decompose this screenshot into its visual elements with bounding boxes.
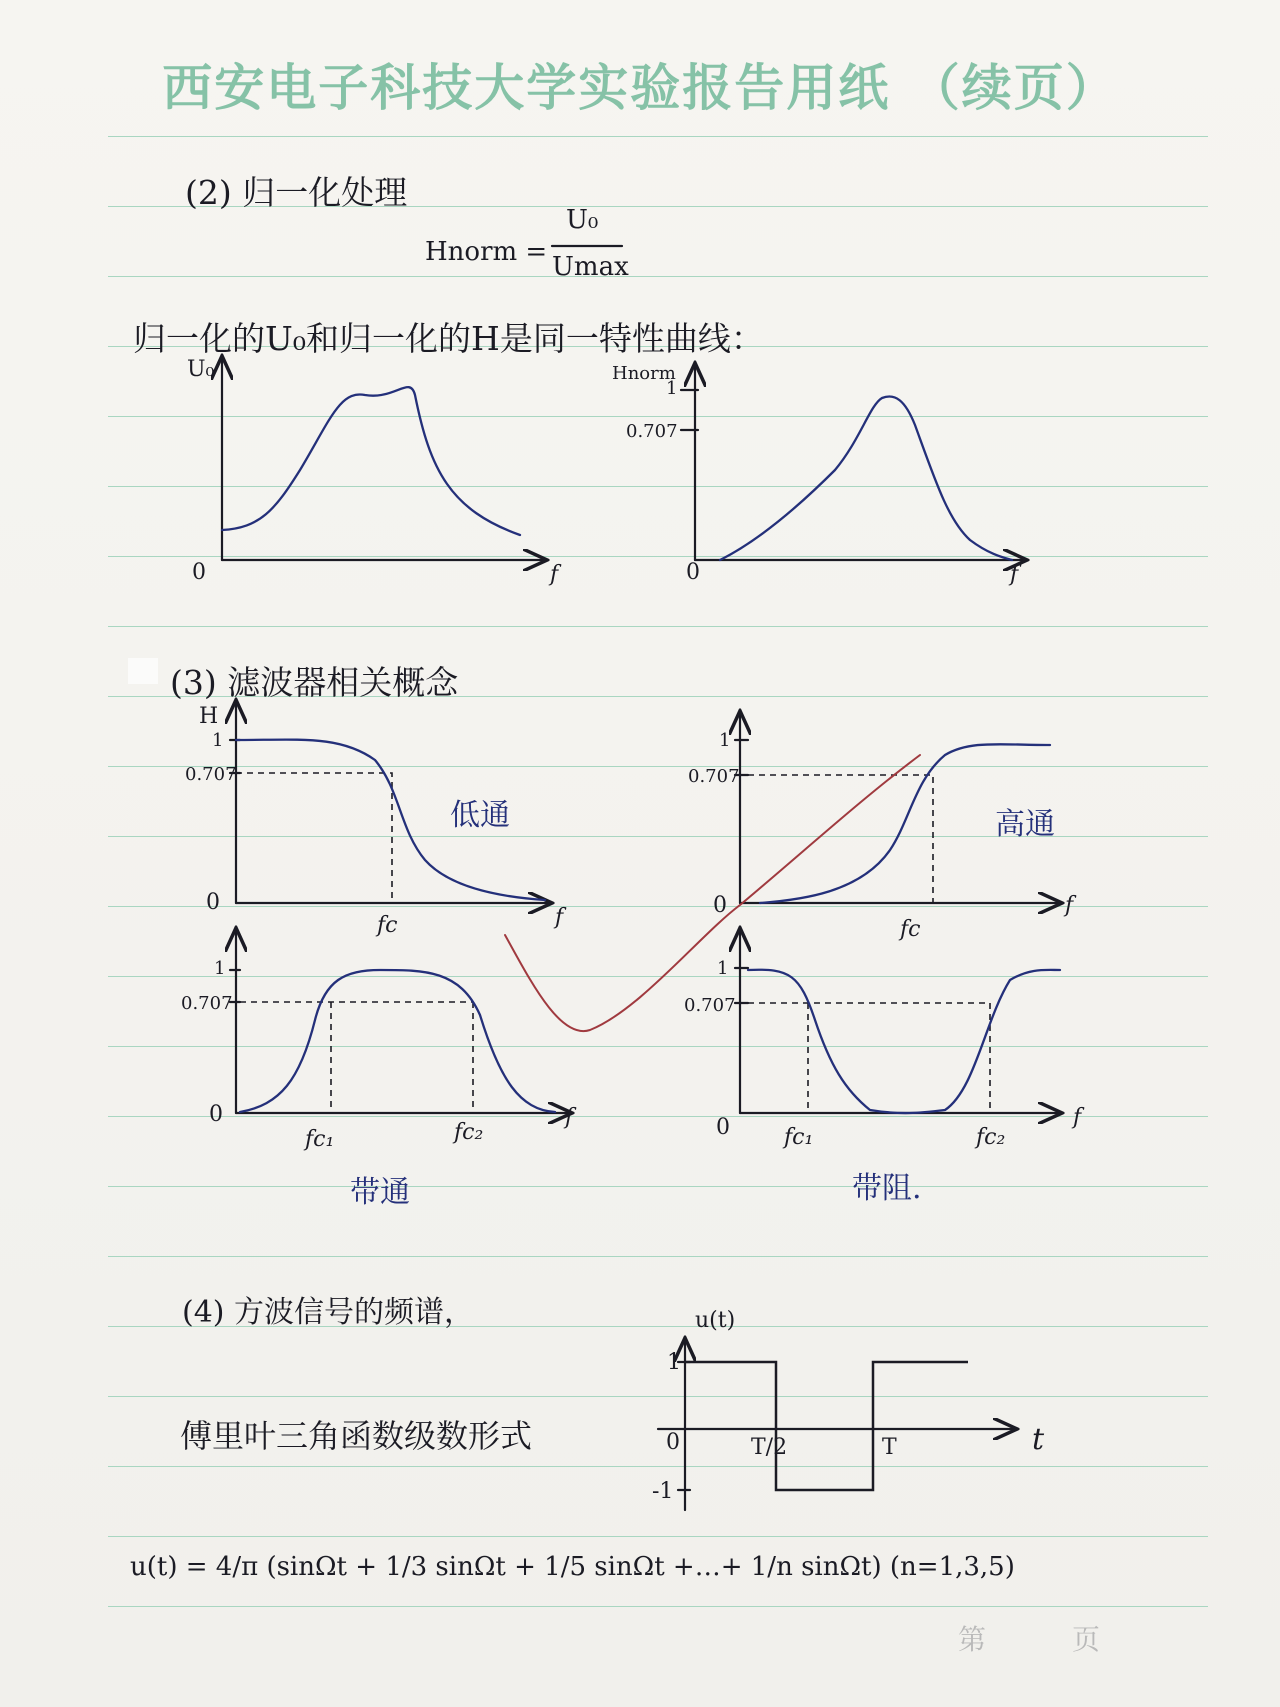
section3-heading: (3) 滤波器相关概念 — [170, 663, 459, 702]
fourier-series-formula: u(t) = 4/π (sinΩt + 1/3 sinΩt + 1/5 sinΩt +…+ 1/n sinΩt) (n=1,3,5) — [130, 1552, 1015, 1582]
graph-hnorm-tick-1-label: 1 — [666, 378, 678, 399]
squarewave-tick-neg-label: -1 — [652, 1479, 674, 1504]
highpass-fc-label: fc — [900, 917, 921, 942]
graph-u0-xlabel: f — [550, 562, 559, 587]
report-header-title: 西安电子科技大学实验报告用纸 （续页） — [162, 58, 1118, 117]
bandpass-xlabel: f — [565, 1105, 574, 1130]
graph-hnorm-tick-0707-label: 0.707 — [626, 421, 678, 442]
highpass-tick-0707-label: 0.707 — [688, 766, 740, 787]
section2-heading: (2) 归一化处理 — [185, 173, 408, 212]
graph-hnorm-xlabel: f — [1010, 562, 1019, 587]
lowpass-fc-label: fc — [377, 913, 398, 938]
page-label-ye: 页 — [1072, 1623, 1101, 1656]
bandpass-fc1-label: fc₁ — [305, 1127, 335, 1152]
bandstop-tick-0707-label: 0.707 — [684, 995, 736, 1016]
highpass-tick-1-label: 1 — [719, 730, 731, 751]
highpass-cutoff-guide — [748, 775, 933, 903]
bandstop-origin: 0 — [716, 1115, 730, 1140]
u0-response-curve — [222, 387, 520, 535]
lowpass-xlabel: f — [555, 905, 564, 930]
bandstop-cutoff-guides — [748, 1003, 990, 1113]
bandpass-fc2-label: fc₂ — [454, 1120, 484, 1145]
graph-hnorm-origin: 0 — [686, 560, 700, 585]
graph-u0-ylabel: U₀ — [187, 357, 215, 382]
section2-statement: 归一化的U₀和归一化的H是同一特性曲线： — [133, 319, 764, 358]
squarewave-period-label: T — [882, 1435, 897, 1460]
bandpass-tick-0707-label: 0.707 — [181, 993, 233, 1014]
squarewave-tick-pos-label: 1 — [667, 1350, 681, 1375]
squarewave-half-period-label: T/2 — [751, 1435, 788, 1460]
graph-hnorm-ylabel: Hnorm — [612, 363, 676, 384]
formula-hnorm-lhs: Hnorm = — [425, 237, 548, 267]
highpass-name: 高通 — [995, 807, 1055, 842]
bandstop-xlabel: f — [1073, 1105, 1082, 1130]
bandstop-curve — [748, 970, 1060, 1113]
lowpass-origin: 0 — [206, 890, 220, 915]
section4-subheading: 傅里叶三角函数级数形式 — [180, 1417, 533, 1455]
square-wave-trace — [685, 1362, 968, 1490]
bandstop-name: 带阻. — [852, 1171, 922, 1206]
squarewave-origin: 0 — [666, 1430, 680, 1455]
bandstop-fc1-label: fc₁ — [784, 1125, 814, 1150]
section4-heading: (4) 方波信号的频谱， — [182, 1295, 475, 1330]
bandstop-tick-1-label: 1 — [717, 958, 729, 979]
graph-u0-origin: 0 — [192, 560, 206, 585]
squarewave-ylabel: u(t) — [695, 1308, 736, 1333]
hnorm-response-curve — [720, 396, 1012, 560]
lowpass-tick-1-label: 1 — [212, 730, 224, 751]
paper-scrap — [128, 658, 158, 684]
bandpass-curve — [240, 970, 555, 1112]
bandpass-name: 带通 — [350, 1175, 410, 1210]
squarewave-t-label: t — [1032, 1422, 1045, 1457]
highpass-origin: 0 — [713, 893, 727, 918]
page-label-di: 第 — [958, 1623, 987, 1656]
bandstop-fc2-label: fc₂ — [976, 1125, 1006, 1150]
lowpass-tick-0707-label: 0.707 — [185, 764, 237, 785]
lowpass-cutoff-guide — [236, 773, 392, 903]
formula-numerator: U₀ — [566, 205, 599, 235]
lowpass-name: 低通 — [450, 798, 510, 833]
lowpass-ylabel: H — [199, 704, 219, 729]
bandpass-origin: 0 — [209, 1102, 223, 1127]
highpass-xlabel: f — [1065, 893, 1074, 918]
bandpass-tick-1-label: 1 — [214, 958, 226, 979]
formula-denominator: Umax — [552, 252, 629, 282]
